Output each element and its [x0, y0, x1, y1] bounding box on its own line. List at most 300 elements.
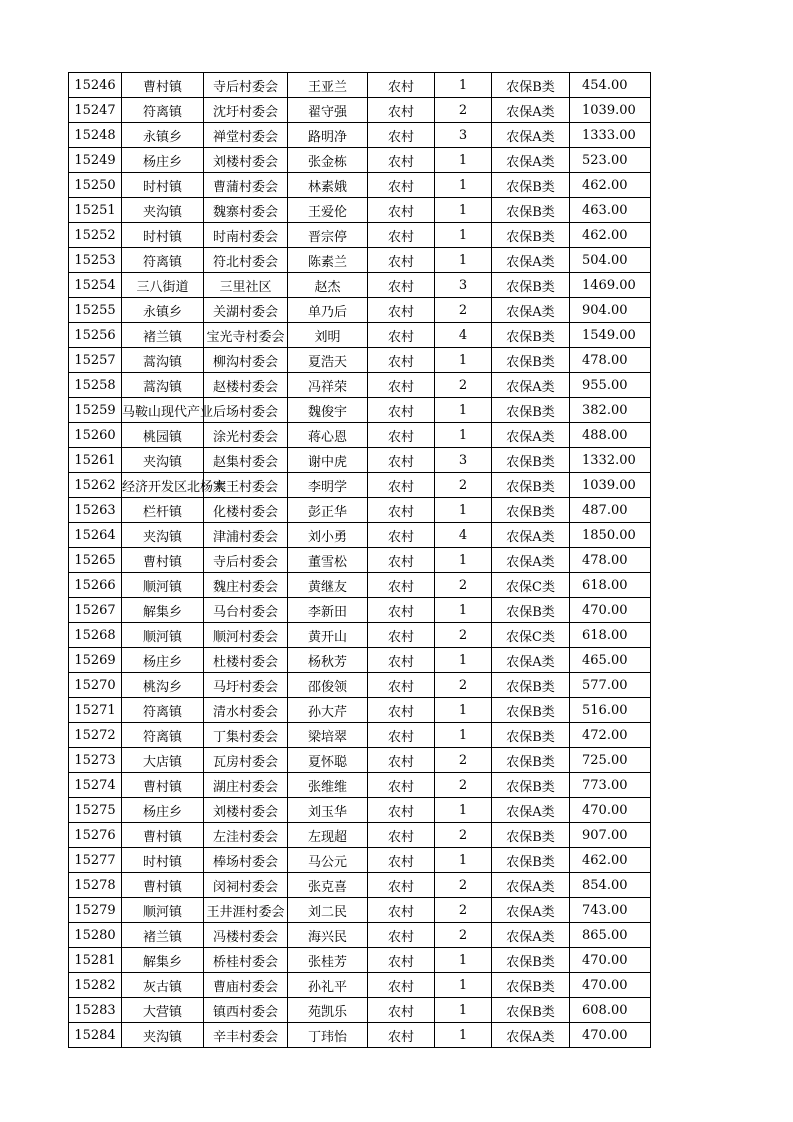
- serial-cell: 15263: [69, 498, 122, 523]
- town-cell: 曹村镇: [122, 548, 204, 573]
- category-cell: 农保B类: [492, 323, 570, 348]
- name-cell: 孙礼平: [288, 973, 368, 998]
- area-cell: 农村: [368, 848, 435, 873]
- town-cell: 桃园镇: [122, 423, 204, 448]
- village-cell: 赵楼村委会: [204, 373, 288, 398]
- count-cell: 1: [435, 423, 492, 448]
- name-cell: 翟守强: [288, 98, 368, 123]
- serial-cell: 15280: [69, 923, 122, 948]
- village-cell: 桥桂村委会: [204, 948, 288, 973]
- category-cell: 农保A类: [492, 898, 570, 923]
- category-cell: 农保B类: [492, 673, 570, 698]
- amount-cell: 382.00: [570, 398, 651, 423]
- count-cell: 1: [435, 223, 492, 248]
- serial-cell: 15269: [69, 648, 122, 673]
- table-row: [69, 148, 651, 173]
- table-row: [69, 773, 651, 798]
- count-cell: 1: [435, 398, 492, 423]
- area-cell: 农村: [368, 548, 435, 573]
- table-row: [69, 598, 651, 623]
- serial-cell: 15275: [69, 798, 122, 823]
- area-cell: 农村: [368, 973, 435, 998]
- amount-cell: 470.00: [570, 798, 651, 823]
- serial-cell: 15281: [69, 948, 122, 973]
- village-cell: 湖庄村委会: [204, 773, 288, 798]
- village-cell: 关湖村委会: [204, 298, 288, 323]
- serial-cell: 15261: [69, 448, 122, 473]
- table-row: [69, 798, 651, 823]
- name-cell: 董雪松: [288, 548, 368, 573]
- serial-cell: 15283: [69, 998, 122, 1023]
- serial-cell: 15273: [69, 748, 122, 773]
- serial-cell: 15279: [69, 898, 122, 923]
- town-cell: 大营镇: [122, 998, 204, 1023]
- area-cell: 农村: [368, 698, 435, 723]
- town-cell: 符离镇: [122, 698, 204, 723]
- village-cell: 冯楼村委会: [204, 923, 288, 948]
- area-cell: 农村: [368, 248, 435, 273]
- amount-cell: 478.00: [570, 348, 651, 373]
- table-row: [69, 1023, 651, 1048]
- town-cell: 时村镇: [122, 173, 204, 198]
- table-row: [69, 273, 651, 298]
- count-cell: 1: [435, 998, 492, 1023]
- count-cell: 2: [435, 473, 492, 498]
- village-cell: 涂光村委会: [204, 423, 288, 448]
- count-cell: 1: [435, 648, 492, 673]
- amount-cell: 577.00: [570, 673, 651, 698]
- name-cell: 苑凯乐: [288, 998, 368, 1023]
- amount-cell: 462.00: [570, 848, 651, 873]
- count-cell: 1: [435, 148, 492, 173]
- name-cell: 刘小勇: [288, 523, 368, 548]
- name-cell: 魏俊宇: [288, 398, 368, 423]
- table-row: [69, 398, 651, 423]
- serial-cell: 15268: [69, 623, 122, 648]
- area-cell: 农村: [368, 998, 435, 1023]
- category-cell: 农保B类: [492, 198, 570, 223]
- serial-cell: 15253: [69, 248, 122, 273]
- count-cell: 1: [435, 698, 492, 723]
- category-cell: 农保A类: [492, 298, 570, 323]
- name-cell: 刘二民: [288, 898, 368, 923]
- village-cell: 沈圩村委会: [204, 98, 288, 123]
- table-row: [69, 923, 651, 948]
- area-cell: 农村: [368, 723, 435, 748]
- area-cell: 农村: [368, 923, 435, 948]
- town-cell: 夹沟镇: [122, 1023, 204, 1048]
- area-cell: 农村: [368, 473, 435, 498]
- area-cell: 农村: [368, 173, 435, 198]
- town-cell: 曹村镇: [122, 873, 204, 898]
- category-cell: 农保A类: [492, 373, 570, 398]
- amount-cell: 470.00: [570, 948, 651, 973]
- amount-cell: 1332.00: [570, 448, 651, 473]
- amount-cell: 773.00: [570, 773, 651, 798]
- serial-cell: 15278: [69, 873, 122, 898]
- category-cell: 农保A类: [492, 98, 570, 123]
- area-cell: 农村: [368, 498, 435, 523]
- category-cell: 农保A类: [492, 923, 570, 948]
- name-cell: 李明学: [288, 473, 368, 498]
- table-row: [69, 548, 651, 573]
- count-cell: 1: [435, 798, 492, 823]
- count-cell: 3: [435, 448, 492, 473]
- count-cell: 2: [435, 98, 492, 123]
- amount-cell: 608.00: [570, 998, 651, 1023]
- area-cell: 农村: [368, 73, 435, 98]
- table-row: [69, 723, 651, 748]
- count-cell: 2: [435, 898, 492, 923]
- amount-cell: 462.00: [570, 223, 651, 248]
- count-cell: 1: [435, 348, 492, 373]
- serial-cell: 15256: [69, 323, 122, 348]
- village-cell: 辛丰村委会: [204, 1023, 288, 1048]
- count-cell: 2: [435, 923, 492, 948]
- serial-cell: 15277: [69, 848, 122, 873]
- name-cell: 刘玉华: [288, 798, 368, 823]
- name-cell: 马公元: [288, 848, 368, 873]
- serial-cell: 15282: [69, 973, 122, 998]
- table-row: [69, 223, 651, 248]
- category-cell: 农保B类: [492, 598, 570, 623]
- amount-cell: 516.00: [570, 698, 651, 723]
- town-cell: 杨庄乡: [122, 648, 204, 673]
- serial-cell: 15249: [69, 148, 122, 173]
- category-cell: 农保B类: [492, 773, 570, 798]
- category-cell: 农保A类: [492, 1023, 570, 1048]
- town-cell: 符离镇: [122, 98, 204, 123]
- village-cell: 顺河村委会: [204, 623, 288, 648]
- amount-cell: 955.00: [570, 373, 651, 398]
- table-row: [69, 73, 651, 98]
- serial-cell: 15276: [69, 823, 122, 848]
- village-cell: 寺后村委会: [204, 548, 288, 573]
- village-cell: 闵祠村委会: [204, 873, 288, 898]
- count-cell: 2: [435, 298, 492, 323]
- area-cell: 农村: [368, 123, 435, 148]
- count-cell: 2: [435, 748, 492, 773]
- area-cell: 农村: [368, 298, 435, 323]
- serial-cell: 15260: [69, 423, 122, 448]
- area-cell: 农村: [368, 448, 435, 473]
- category-cell: 农保B类: [492, 273, 570, 298]
- table-row: [69, 98, 651, 123]
- category-cell: 农保B类: [492, 948, 570, 973]
- category-cell: 农保B类: [492, 823, 570, 848]
- area-cell: 农村: [368, 348, 435, 373]
- village-cell: 宝光寺村委会: [204, 323, 288, 348]
- data-table: [68, 72, 651, 1048]
- amount-cell: 472.00: [570, 723, 651, 748]
- name-cell: 夏怀聪: [288, 748, 368, 773]
- serial-cell: 15248: [69, 123, 122, 148]
- amount-cell: 743.00: [570, 898, 651, 923]
- village-cell: 丁集村委会: [204, 723, 288, 748]
- area-cell: 农村: [368, 223, 435, 248]
- amount-cell: 465.00: [570, 648, 651, 673]
- village-cell: 魏庄村委会: [204, 573, 288, 598]
- town-cell: 顺河镇: [122, 623, 204, 648]
- name-cell: 孙大芹: [288, 698, 368, 723]
- count-cell: 1: [435, 723, 492, 748]
- amount-cell: 478.00: [570, 548, 651, 573]
- town-cell: 三八街道: [122, 273, 204, 298]
- name-cell: 单乃后: [288, 298, 368, 323]
- name-cell: 冯祥荣: [288, 373, 368, 398]
- category-cell: 农保A类: [492, 248, 570, 273]
- serial-cell: 15270: [69, 673, 122, 698]
- serial-cell: 15247: [69, 98, 122, 123]
- table-row: [69, 448, 651, 473]
- town-cell: 蒿沟镇: [122, 373, 204, 398]
- category-cell: 农保A类: [492, 123, 570, 148]
- category-cell: 农保B类: [492, 973, 570, 998]
- amount-cell: 907.00: [570, 823, 651, 848]
- category-cell: 农保A类: [492, 148, 570, 173]
- name-cell: 夏浩天: [288, 348, 368, 373]
- table-row: [69, 298, 651, 323]
- category-cell: 农保B类: [492, 848, 570, 873]
- count-cell: 3: [435, 273, 492, 298]
- count-cell: 4: [435, 523, 492, 548]
- village-cell: 禅堂村委会: [204, 123, 288, 148]
- count-cell: 1: [435, 848, 492, 873]
- area-cell: 农村: [368, 798, 435, 823]
- name-cell: 左现超: [288, 823, 368, 848]
- count-cell: 2: [435, 573, 492, 598]
- table-row: [69, 573, 651, 598]
- area-cell: 农村: [368, 823, 435, 848]
- name-cell: 林素娥: [288, 173, 368, 198]
- town-cell: 永镇乡: [122, 123, 204, 148]
- count-cell: 1: [435, 173, 492, 198]
- serial-cell: 15267: [69, 598, 122, 623]
- amount-cell: 454.00: [570, 73, 651, 98]
- area-cell: 农村: [368, 323, 435, 348]
- town-cell: 符离镇: [122, 248, 204, 273]
- name-cell: 张维维: [288, 773, 368, 798]
- town-cell: 顺河镇: [122, 573, 204, 598]
- category-cell: 农保B类: [492, 348, 570, 373]
- village-cell: 津浦村委会: [204, 523, 288, 548]
- area-cell: 农村: [368, 948, 435, 973]
- category-cell: 农保B类: [492, 723, 570, 748]
- category-cell: 农保C类: [492, 623, 570, 648]
- count-cell: 4: [435, 323, 492, 348]
- name-cell: 邵俊领: [288, 673, 368, 698]
- name-cell: 李新田: [288, 598, 368, 623]
- category-cell: 农保B类: [492, 498, 570, 523]
- count-cell: 2: [435, 373, 492, 398]
- name-cell: 蒋心恩: [288, 423, 368, 448]
- serial-cell: 15252: [69, 223, 122, 248]
- table-row: [69, 848, 651, 873]
- table-row: [69, 648, 651, 673]
- count-cell: 1: [435, 973, 492, 998]
- area-cell: 农村: [368, 573, 435, 598]
- area-cell: 农村: [368, 523, 435, 548]
- town-cell: 蒿沟镇: [122, 348, 204, 373]
- table-row: [69, 248, 651, 273]
- serial-cell: 15262: [69, 473, 122, 498]
- village-cell: 寺后村委会: [204, 73, 288, 98]
- name-cell: 张克喜: [288, 873, 368, 898]
- town-cell: 马鞍山现代产业: [122, 398, 204, 423]
- village-cell: 化楼村委会: [204, 498, 288, 523]
- category-cell: 农保A类: [492, 648, 570, 673]
- area-cell: 农村: [368, 873, 435, 898]
- area-cell: 农村: [368, 748, 435, 773]
- name-cell: 陈素兰: [288, 248, 368, 273]
- category-cell: 农保B类: [492, 998, 570, 1023]
- village-cell: 刘楼村委会: [204, 798, 288, 823]
- village-cell: 魏寨村委会: [204, 198, 288, 223]
- amount-cell: 1469.00: [570, 273, 651, 298]
- area-cell: 农村: [368, 898, 435, 923]
- amount-cell: 904.00: [570, 298, 651, 323]
- village-cell: 棒场村委会: [204, 848, 288, 873]
- town-cell: 夹沟镇: [122, 448, 204, 473]
- serial-cell: 15255: [69, 298, 122, 323]
- name-cell: 刘明: [288, 323, 368, 348]
- town-cell: 解集乡: [122, 948, 204, 973]
- town-cell: 栏杆镇: [122, 498, 204, 523]
- count-cell: 2: [435, 823, 492, 848]
- village-cell: 马台村委会: [204, 598, 288, 623]
- village-cell: 大王村委会: [204, 473, 288, 498]
- village-cell: 马圩村委会: [204, 673, 288, 698]
- village-cell: 左洼村委会: [204, 823, 288, 848]
- town-cell: 时村镇: [122, 223, 204, 248]
- amount-cell: 854.00: [570, 873, 651, 898]
- town-cell: 经济开发区北杨寨: [122, 473, 204, 498]
- name-cell: 晋宗停: [288, 223, 368, 248]
- category-cell: 农保B类: [492, 748, 570, 773]
- area-cell: 农村: [368, 98, 435, 123]
- town-cell: 曹村镇: [122, 73, 204, 98]
- area-cell: 农村: [368, 773, 435, 798]
- count-cell: 1: [435, 948, 492, 973]
- name-cell: 王亚兰: [288, 73, 368, 98]
- village-cell: 曹庙村委会: [204, 973, 288, 998]
- town-cell: 时村镇: [122, 848, 204, 873]
- amount-cell: 462.00: [570, 173, 651, 198]
- table-row: [69, 748, 651, 773]
- area-cell: 农村: [368, 673, 435, 698]
- serial-cell: 15257: [69, 348, 122, 373]
- area-cell: 农村: [368, 423, 435, 448]
- category-cell: 农保B类: [492, 448, 570, 473]
- table-row: [69, 998, 651, 1023]
- category-cell: 农保B类: [492, 398, 570, 423]
- town-cell: 杨庄乡: [122, 148, 204, 173]
- table-row: [69, 323, 651, 348]
- area-cell: 农村: [368, 598, 435, 623]
- village-cell: 柳沟村委会: [204, 348, 288, 373]
- town-cell: 夹沟镇: [122, 198, 204, 223]
- count-cell: 1: [435, 248, 492, 273]
- table-row: [69, 973, 651, 998]
- name-cell: 丁玮怡: [288, 1023, 368, 1048]
- category-cell: 农保C类: [492, 573, 570, 598]
- table-row: [69, 623, 651, 648]
- table-row: [69, 948, 651, 973]
- category-cell: 农保B类: [492, 473, 570, 498]
- table-row: [69, 673, 651, 698]
- table-row: [69, 698, 651, 723]
- village-cell: 符北村委会: [204, 248, 288, 273]
- serial-cell: 15251: [69, 198, 122, 223]
- category-cell: 农保A类: [492, 873, 570, 898]
- amount-cell: 470.00: [570, 598, 651, 623]
- name-cell: 海兴民: [288, 923, 368, 948]
- count-cell: 1: [435, 1023, 492, 1048]
- serial-cell: 15272: [69, 723, 122, 748]
- serial-cell: 15265: [69, 548, 122, 573]
- town-cell: 灰古镇: [122, 973, 204, 998]
- village-cell: 赵集村委会: [204, 448, 288, 473]
- amount-cell: 865.00: [570, 923, 651, 948]
- name-cell: 张金栋: [288, 148, 368, 173]
- table-row: [69, 523, 651, 548]
- area-cell: 农村: [368, 623, 435, 648]
- area-cell: 农村: [368, 273, 435, 298]
- town-cell: 永镇乡: [122, 298, 204, 323]
- category-cell: 农保B类: [492, 73, 570, 98]
- area-cell: 农村: [368, 1023, 435, 1048]
- count-cell: 1: [435, 498, 492, 523]
- name-cell: 彭正华: [288, 498, 368, 523]
- count-cell: 2: [435, 623, 492, 648]
- serial-cell: 15271: [69, 698, 122, 723]
- amount-cell: 725.00: [570, 748, 651, 773]
- serial-cell: 15264: [69, 523, 122, 548]
- amount-cell: 618.00: [570, 573, 651, 598]
- name-cell: 赵杰: [288, 273, 368, 298]
- table-row: [69, 423, 651, 448]
- village-cell: 镇西村委会: [204, 998, 288, 1023]
- amount-cell: 1039.00: [570, 98, 651, 123]
- category-cell: 农保A类: [492, 523, 570, 548]
- town-cell: 曹村镇: [122, 823, 204, 848]
- table-row: [69, 198, 651, 223]
- table-row: [69, 123, 651, 148]
- amount-cell: 463.00: [570, 198, 651, 223]
- table-row: [69, 173, 651, 198]
- area-cell: 农村: [368, 648, 435, 673]
- category-cell: 农保A类: [492, 548, 570, 573]
- table-body: [69, 73, 651, 1048]
- area-cell: 农村: [368, 373, 435, 398]
- village-cell: 王井涯村委会: [204, 898, 288, 923]
- amount-cell: 1333.00: [570, 123, 651, 148]
- serial-cell: 15274: [69, 773, 122, 798]
- category-cell: 农保A类: [492, 798, 570, 823]
- village-cell: 杜楼村委会: [204, 648, 288, 673]
- village-cell: 时南村委会: [204, 223, 288, 248]
- category-cell: 农保B类: [492, 698, 570, 723]
- serial-cell: 15259: [69, 398, 122, 423]
- name-cell: 黄继友: [288, 573, 368, 598]
- village-cell: 曹蒲村委会: [204, 173, 288, 198]
- town-cell: 曹村镇: [122, 773, 204, 798]
- village-cell: 清水村委会: [204, 698, 288, 723]
- town-cell: 褚兰镇: [122, 923, 204, 948]
- amount-cell: 1039.00: [570, 473, 651, 498]
- village-cell: 三里社区: [204, 273, 288, 298]
- town-cell: 褚兰镇: [122, 323, 204, 348]
